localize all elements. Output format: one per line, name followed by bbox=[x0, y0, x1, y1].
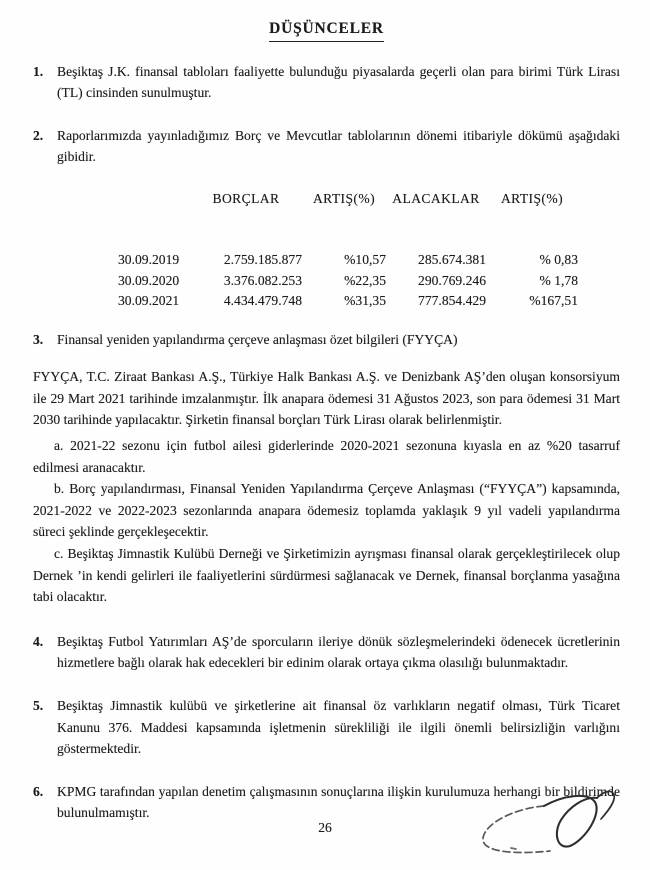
list-item-5 bbox=[33, 695, 620, 760]
page-title: DÜŞÜNCELER bbox=[269, 18, 384, 42]
table-header-artis-2: ARTIŞ(%) bbox=[500, 190, 564, 206]
cell-artis-2: % 1,78 bbox=[539, 272, 578, 288]
table-row bbox=[118, 250, 620, 270]
cell-borclar: 2.759.185.877 bbox=[223, 252, 302, 268]
cell-borclar: 4.434.479.748 bbox=[223, 293, 302, 309]
cell-artis-1: %22,35 bbox=[344, 272, 386, 288]
table-row bbox=[118, 271, 620, 291]
item-text: Beşiktaş Jimnastik kulübü ve şirketlerine ait finansal öz varlıkların negatif olması, Türk Ticaret Kanunu 376. Maddesi kapsamında işletmenin sürekliliği ile ilgili önemli belirsizliğin varlığını göstermektedir. bbox=[57, 697, 620, 757]
item-text: Raporlarımızda yayınladığımız Borç ve Mevcutlar tablolarının dönemi itibariyle dökümü aşağıdaki gibidir. bbox=[57, 127, 620, 165]
table-header-artis-1: ARTIŞ(%) bbox=[312, 190, 376, 206]
fyyca-subitem-a: a. 2021-22 sezonu için futbol ailesi giderlerinde 2020-2021 sezonuna kıyasla en az %20 tasarruf edilmesi aranacaktır. bbox=[33, 437, 620, 475]
signature-scribble bbox=[448, 782, 628, 867]
fyyca-subitem-c: c. Beşiktaş Jimnastik Kulübü Derneği ve Şirketimizin ayrışması finansal olarak gerçekleştirilecek olup Dernek ’in kendi gelirleri ile faaliyetlerini sürdürmesi sağlanacak ve Dernek, finansal borçlanma yasağına tabi olacaktır. bbox=[33, 545, 620, 605]
item-number: 2. bbox=[33, 127, 44, 143]
table-header-empty bbox=[118, 189, 190, 209]
page-number: 26 bbox=[318, 820, 332, 835]
table-header-row bbox=[118, 189, 620, 209]
list-item-1 bbox=[33, 61, 620, 104]
item-number: 5. bbox=[33, 697, 44, 713]
debt-receivables-table bbox=[118, 189, 620, 312]
item-number: 1. bbox=[33, 63, 44, 79]
item-number: 3. bbox=[33, 331, 44, 347]
cell-artis-2: %167,51 bbox=[529, 293, 578, 309]
cell-date: 30.09.2019 bbox=[118, 252, 180, 268]
item-text: Beşiktaş J.K. finansal tabloları faaliyette bulunduğu piyasalarda geçerli olan para birimi Türk Lirası (TL) cinsinden sunulmuştur. bbox=[57, 63, 620, 101]
item-text: Finansal yeniden yapılandırma çerçeve anlaşması özet bilgileri (FYYÇA) bbox=[57, 331, 458, 347]
table-header-borclar: BORÇLAR bbox=[212, 190, 280, 206]
fyyca-subitem-b: b. Borç yapılandırması, Finansal Yeniden Yapılandırma Çerçeve Anlaşması (“FYYÇA”) kapsamında, 2021-2022 ve 2022-2023 sezonlarında anapara ödemesiz toplamda yaklaşık 9 yıl vadeli yapılandırma süreci şeklinde gerçekleşecektir. bbox=[33, 481, 620, 540]
cell-artis-1: %10,57 bbox=[344, 252, 386, 268]
list-item-2 bbox=[33, 125, 620, 168]
cell-artis-2: % 0,83 bbox=[539, 252, 578, 268]
item-text: Beşiktaş Futbol Yatırımları AŞ’de sporcuların ileriye dönük sözleşmelerindeki ödenecek ücretlerinin hizmetlere bağlı olarak hak edecekleri bir edinim olarak ortaya çıkma olasılığı bulunmaktadır. bbox=[57, 633, 620, 671]
list-item-3 bbox=[33, 329, 620, 351]
table-header-alacaklar: ALACAKLAR bbox=[392, 190, 480, 206]
cell-borclar: 3.376.082.253 bbox=[223, 272, 302, 288]
cell-date: 30.09.2021 bbox=[118, 293, 180, 309]
item-number: 4. bbox=[33, 633, 44, 649]
list-item-4 bbox=[33, 631, 620, 674]
item-text: KPMG tarafından yapılan denetim çalışmasının sonuçlarına ilişkin kurulumuza herhangi bir bildirimde bulunulmamıştır. bbox=[57, 783, 620, 821]
cell-artis-1: %31,35 bbox=[344, 293, 386, 309]
cell-date: 30.09.2020 bbox=[118, 272, 180, 288]
table-row bbox=[118, 291, 620, 311]
cell-alacaklar: 285.674.381 bbox=[418, 252, 486, 268]
item-number: 6. bbox=[33, 783, 44, 799]
cell-alacaklar: 290.769.246 bbox=[418, 272, 486, 288]
title-row bbox=[33, 18, 620, 42]
document-content bbox=[33, 18, 620, 845]
cell-alacaklar: 777.854.429 bbox=[418, 293, 486, 309]
fyyca-paragraph: FYYÇA, T.C. Ziraat Bankası A.Ş., Türkiye Halk Bankası A.Ş. ve Denizbank AŞ’den oluşan konsorsiyum ile 29 Mart 2021 tarihinde imzalanmıştır. İlk anapara ödemesi 31 Ağustos 2023, son para ödemesi 31 Mart 2030 tarihinde yapılacaktır. Şirketin finansal borçları Türk Lirası olarak belirlenmiştir. bbox=[33, 369, 620, 428]
